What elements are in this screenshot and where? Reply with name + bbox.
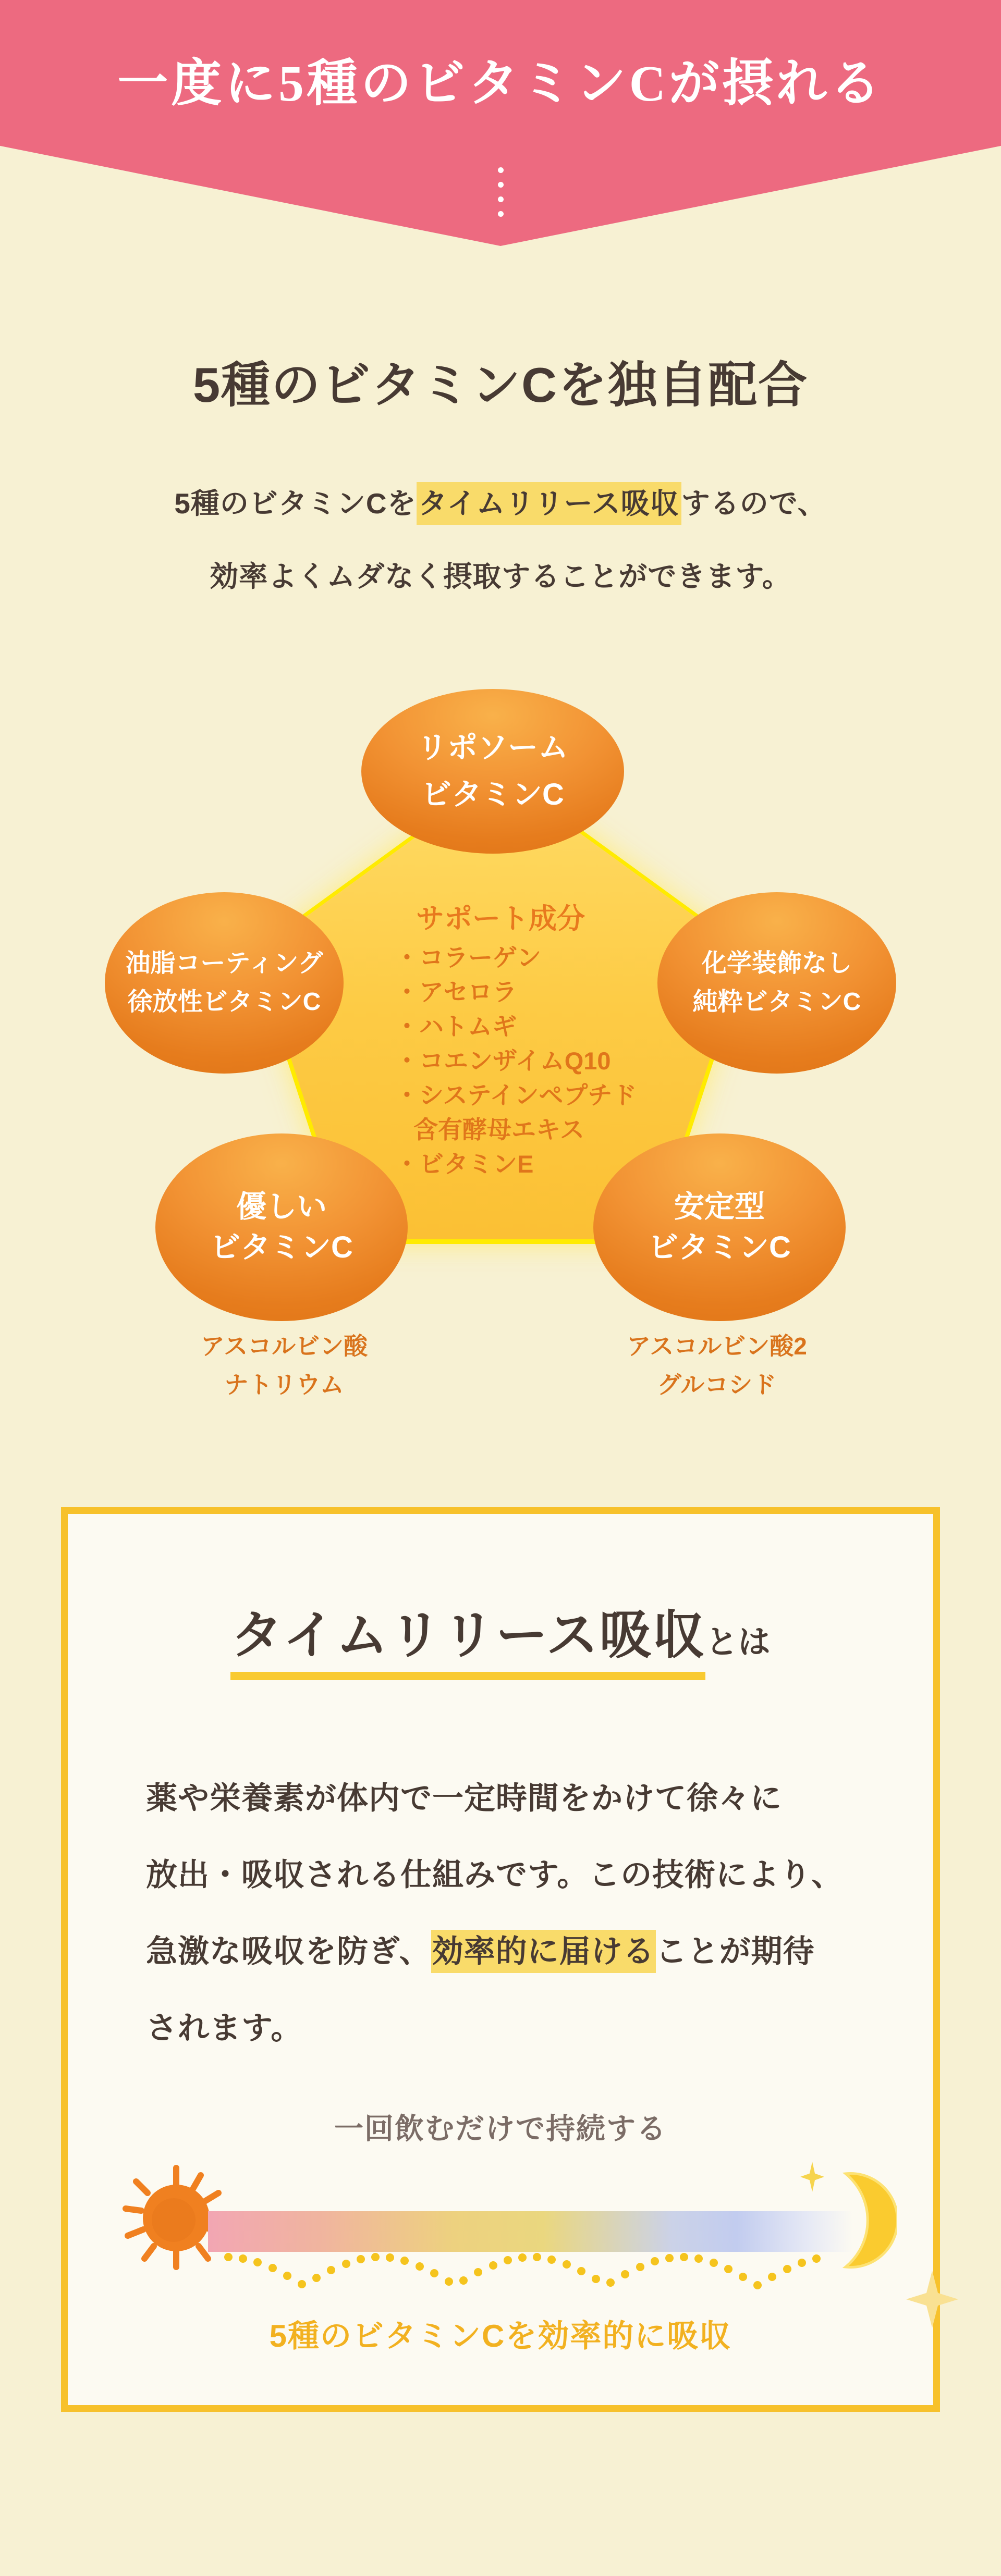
intro-line1 [0,480,1001,522]
wave-dot [342,2260,350,2268]
divider-dot [498,182,504,188]
wave-dot [665,2254,674,2262]
bubble-label-ascorbyl-glucoside [581,1327,852,1404]
wave-dot [518,2253,527,2262]
wave-dot [445,2277,453,2286]
wave-dot [416,2262,424,2271]
divider-dot [498,167,504,173]
paragraph-line: 放出・吸収される仕組みです。この技術により、 [146,1857,844,1892]
wave-dot [606,2278,615,2287]
wave-dot [312,2274,321,2282]
wave-dot [283,2272,291,2280]
paragraph-line: 薬や栄養素が体内で一定時間をかけて徐々に [146,1781,782,1816]
wave-dot [798,2259,806,2267]
wave-dot [430,2269,438,2277]
bubble-label-line: グルコシド [657,1371,777,1398]
paragraph-line3-post: ことが期待 [655,1934,815,1969]
intro-line1-post: するので、 [681,487,827,520]
wave-dot [739,2273,747,2281]
vitamin-bubble-liposome [361,689,624,854]
wave-dot [357,2255,365,2263]
wave-dot [386,2253,394,2262]
divider-dot [498,196,504,202]
intro-line1-highlight: タイムリリース吸収 [417,482,681,525]
intro-line1-pre: 5種のビタミンCを [174,487,417,520]
bubble-label-line: ナトリウム [224,1371,344,1398]
intro-line2: 効率よくムダなく摂取することができます。 [210,560,791,593]
bubble-label-line: アスコルビン酸 [200,1333,368,1360]
duration-caption: 一回飲むだけで持続する [334,2112,667,2145]
bubble-label-line: アスコルビン酸2 [627,1333,807,1360]
bubble-line: 化学装飾なし [701,950,852,977]
wave-dot [371,2253,380,2261]
wave-dot [239,2254,247,2263]
support-ingredient: ・アセロラ [395,978,517,1006]
wave-dot [253,2258,262,2266]
vitamin-bubble-oil-coated [105,892,344,1074]
bubble-line: リポソーム [417,731,568,765]
wave-dot [298,2280,306,2288]
vitamin-bubble-gentle [155,1133,408,1321]
wave-dot [577,2267,585,2275]
wave-dot [224,2253,233,2261]
bubble-line: ビタミンC [421,778,564,811]
wave-dot [783,2265,791,2273]
card-title-main: タイムリリース吸収 [230,1609,705,1680]
day-to-night-gradient-bar [208,2211,853,2252]
vitamin-bubble-stable [593,1133,846,1321]
support-ingredients-title: サポート成分 [416,903,585,934]
wave-dot [400,2257,409,2265]
wave-dot [694,2254,703,2263]
wave-dot [710,2259,718,2267]
wave-dot [621,2270,629,2278]
wave-dot [563,2260,571,2269]
support-ingredient: ・システインペプチド [395,1081,637,1109]
wave-dot [753,2281,762,2289]
support-ingredient: ・コエンザイムQ10 [395,1047,611,1075]
paragraph-line3-highlight: 効率的に届ける [431,1930,656,1973]
wave-dotted-line [224,2248,829,2300]
support-ingredient: ・コラーゲン [395,944,542,971]
wave-dot [504,2256,512,2264]
wave-dot [268,2264,277,2272]
bubble-label-sodium-ascorbate [149,1327,420,1404]
paragraph-line [146,1913,886,1990]
paragraph-line3-pre: 急激な吸収を防ぎ、 [146,1934,431,1969]
wave-dot [651,2257,659,2265]
support-ingredient: ・ハトムギ [395,1013,517,1040]
wave-dot [812,2254,821,2263]
wave-dot [724,2265,733,2273]
divider-dot [498,211,504,217]
wave-dot [327,2266,335,2274]
card-title-suffix: とは [705,1624,771,1660]
card-title [68,1606,933,1680]
wave-dot [474,2268,482,2276]
card-paragraph [146,1760,886,2066]
bubble-line: 徐放性ビタミンC [127,988,321,1016]
card-bottom-caption: 5種のビタミンCを効率的に吸収 [269,2319,732,2353]
wave-dot [533,2253,541,2261]
support-ingredient: ・ビタミンE [395,1150,534,1178]
vitamin-bubble-pure [657,892,896,1074]
bubble-line: ビタミンC [648,1230,791,1264]
bubble-line: 油脂コーティング [125,950,323,977]
time-release-card [61,1507,940,2412]
moon-icon [819,2170,897,2271]
bubble-line: 安定型 [674,1190,765,1224]
wave-dot [768,2273,776,2281]
wave-dot [547,2255,556,2264]
bubble-line: 優しい [236,1190,327,1224]
support-ingredient: 含有酵母エキス [413,1116,585,1143]
wave-dot [680,2253,688,2261]
wave-dot [459,2276,468,2285]
bubble-line: ビタミンC [210,1230,353,1264]
section-heading: 5種のビタミンCを独自配合 [192,358,809,412]
dotted-divider-icon [496,167,505,226]
wave-dot [636,2263,644,2271]
banner-title: 一度に5種のビタミンCが摂れる [117,56,884,112]
paragraph-line: されます。 [146,2011,303,2045]
wave-dot [592,2275,600,2283]
bubble-line: 純粋ビタミンC [692,988,861,1016]
wave-dot [489,2261,497,2270]
